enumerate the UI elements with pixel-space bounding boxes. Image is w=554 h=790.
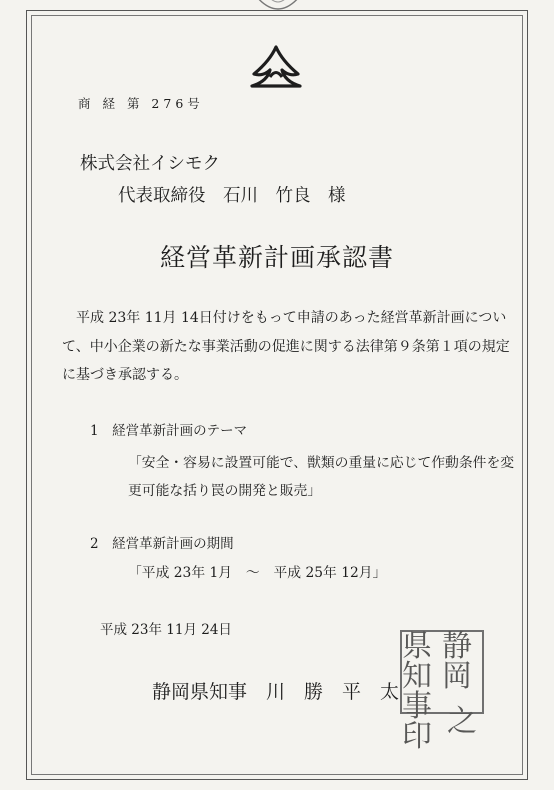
official-seal-stamp [400,629,484,754]
recipient-representative: 代表取締役 石川 竹良 様 [118,186,346,206]
document-number: 商 経 第 276号 [78,96,204,111]
issue-date: 平成 23年 11月 24日 [100,622,232,638]
section-theme-value: 「安全・容易に設置可能で、獣類の重量に応じて作動条件を変更可能な括り罠の開発と販売」 [128,455,515,499]
section-period-value: 「平成 23年 1月 ～ 平成 25年 12月」 [128,565,387,581]
document-title: 経営革新計画承認書 [159,243,394,272]
section-period-heading: 2 経営革新計画の期間 [90,536,234,552]
seal-char: 静岡 [442,629,472,694]
prefecture-emblem-icon [248,44,304,88]
recipient-company: 株式会社イシモク [80,154,220,174]
seal-char: 之 [447,704,477,739]
seal-char: 県知 [402,629,432,694]
signer-name: 静岡県知事 川 勝 平 太 [152,681,400,703]
approval-body-text: 平成 23年 11月 14日付けをもって申請のあった経営革新計画について、中小企業の新たな事業活動の促進に関する法律第９条第１項の規定に基づき承認する。 [62,310,510,383]
section-theme-heading: 1 経営革新計画のテーマ [90,423,248,439]
approval-body [62,304,514,390]
seal-char: 事印 [402,689,432,754]
binding-seal-mark [252,0,304,16]
